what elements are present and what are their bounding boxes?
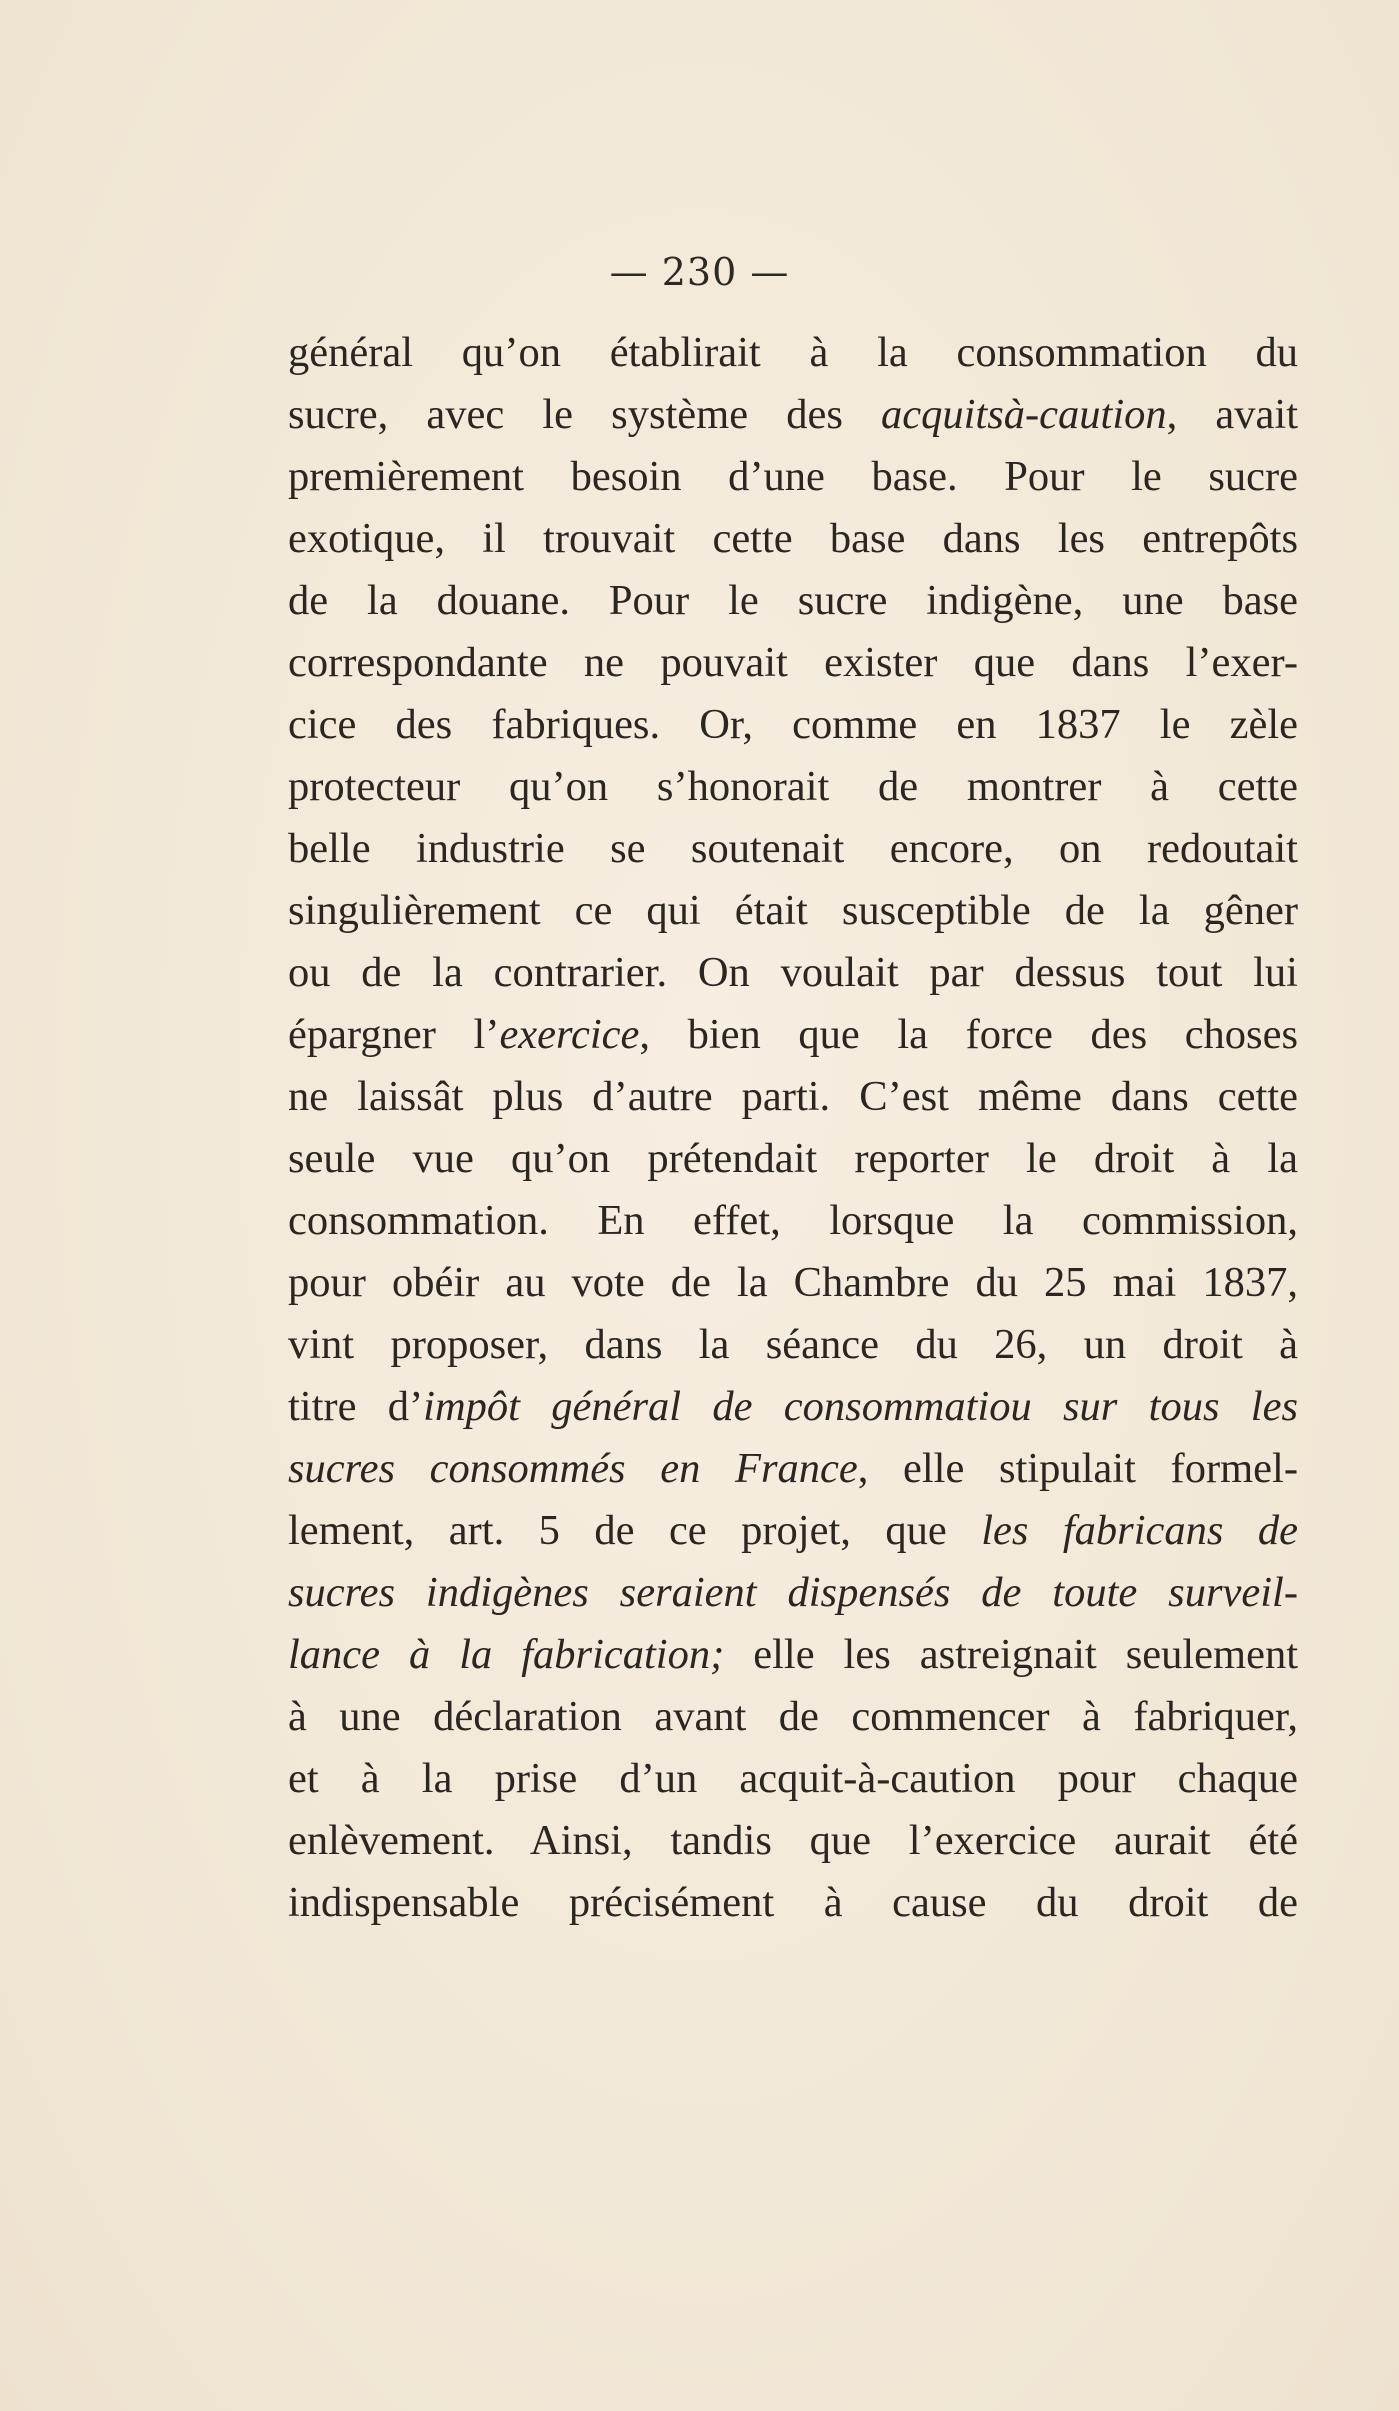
text-segment: sucre, avec le système des bbox=[288, 391, 881, 438]
italic-text-segment: exercice bbox=[499, 1011, 640, 1058]
text-segment: ne laissât plus d’autre parti. C’est même dans cette bbox=[288, 1073, 1298, 1120]
text-line bbox=[288, 1748, 1298, 1810]
italic-text-segment: sucres indigènes seraient dispensés de toute surveil- bbox=[288, 1569, 1298, 1616]
text-segment: seule vue qu’on prétendait reporter le droit à la bbox=[288, 1135, 1298, 1182]
text-segment: de la douane. Pour le sucre indigène, une base bbox=[288, 577, 1298, 624]
text-line bbox=[288, 570, 1298, 632]
text-segment: lement, art. 5 de ce projet, que bbox=[288, 1507, 982, 1554]
text-line bbox=[288, 1376, 1298, 1438]
text-line bbox=[288, 1810, 1298, 1872]
text-segment: épargner l’ bbox=[288, 1011, 500, 1058]
text-line bbox=[288, 446, 1298, 508]
text-segment: belle industrie se soutenait encore, on redoutait bbox=[288, 825, 1298, 872]
page-number: — 230 — bbox=[609, 250, 790, 294]
text-line bbox=[288, 632, 1298, 694]
text-segment: , elle stipulait formel- bbox=[857, 1445, 1298, 1492]
text-segment: protecteur qu’on s’honorait de montrer à cette bbox=[288, 763, 1298, 810]
text-line bbox=[288, 694, 1298, 756]
text-segment: elle les astreignait seulement bbox=[724, 1631, 1298, 1678]
text-segment: pour obéir au vote de la Chambre du 25 mai 1837, bbox=[288, 1259, 1298, 1306]
text-segment: correspondante ne pouvait exister que dans l’exer- bbox=[288, 639, 1298, 686]
text-line bbox=[288, 1252, 1298, 1314]
text-line bbox=[288, 1004, 1298, 1066]
text-line bbox=[288, 880, 1298, 942]
text-line bbox=[288, 1624, 1298, 1686]
body-text bbox=[288, 322, 1298, 1934]
text-line bbox=[288, 1562, 1298, 1624]
italic-text-segment: sucres consommés en France bbox=[288, 1445, 858, 1492]
text-line bbox=[288, 1128, 1298, 1190]
text-segment: ou de la contrarier. On voulait par dessus tout lui bbox=[288, 949, 1298, 996]
text-line bbox=[288, 818, 1298, 880]
text-segment: vint proposer, dans la séance du 26, un droit à bbox=[288, 1321, 1298, 1368]
text-line bbox=[288, 1872, 1298, 1934]
text-segment: titre d’ bbox=[288, 1383, 424, 1430]
text-segment: indispensable précisément à cause du droit de bbox=[288, 1879, 1298, 1926]
text-segment: , bien que la force des choses bbox=[639, 1011, 1298, 1058]
text-segment: général qu’on établirait à la consommation du bbox=[288, 329, 1298, 376]
text-segment: premièrement besoin d’une base. Pour le sucre bbox=[288, 453, 1298, 500]
italic-text-segment: lance à la fabrication; bbox=[288, 1631, 725, 1678]
text-segment: , avait bbox=[1166, 391, 1298, 438]
text-line bbox=[288, 1686, 1298, 1748]
text-line bbox=[288, 1438, 1298, 1500]
text-segment: singulièrement ce qui était susceptible de la gêner bbox=[288, 887, 1298, 934]
text-segment: cice des fabriques. Or, comme en 1837 le zèle bbox=[288, 701, 1298, 748]
italic-text-segment: acquitsà-caution bbox=[881, 391, 1167, 438]
text-segment: exotique, il trouvait cette base dans les entrepôts bbox=[288, 515, 1298, 562]
italic-text-segment: impôt général de consommatiou sur tous les bbox=[423, 1383, 1298, 1430]
text-line bbox=[288, 384, 1298, 446]
text-segment: consommation. En effet, lorsque la commission, bbox=[288, 1197, 1298, 1244]
text-line bbox=[288, 942, 1298, 1004]
text-line bbox=[288, 1500, 1298, 1562]
text-line bbox=[288, 1066, 1298, 1128]
text-segment: à une déclaration avant de commencer à fabriquer, bbox=[288, 1693, 1298, 1740]
text-line bbox=[288, 1190, 1298, 1252]
text-line bbox=[288, 756, 1298, 818]
text-line bbox=[288, 322, 1298, 384]
text-line bbox=[288, 1314, 1298, 1376]
text-segment: et à la prise d’un acquit-à-caution pour chaque bbox=[288, 1755, 1298, 1802]
text-segment: enlèvement. Ainsi, tandis que l’exercice aurait été bbox=[288, 1817, 1298, 1864]
text-line bbox=[288, 508, 1298, 570]
italic-text-segment: les fabricans de bbox=[981, 1507, 1298, 1554]
